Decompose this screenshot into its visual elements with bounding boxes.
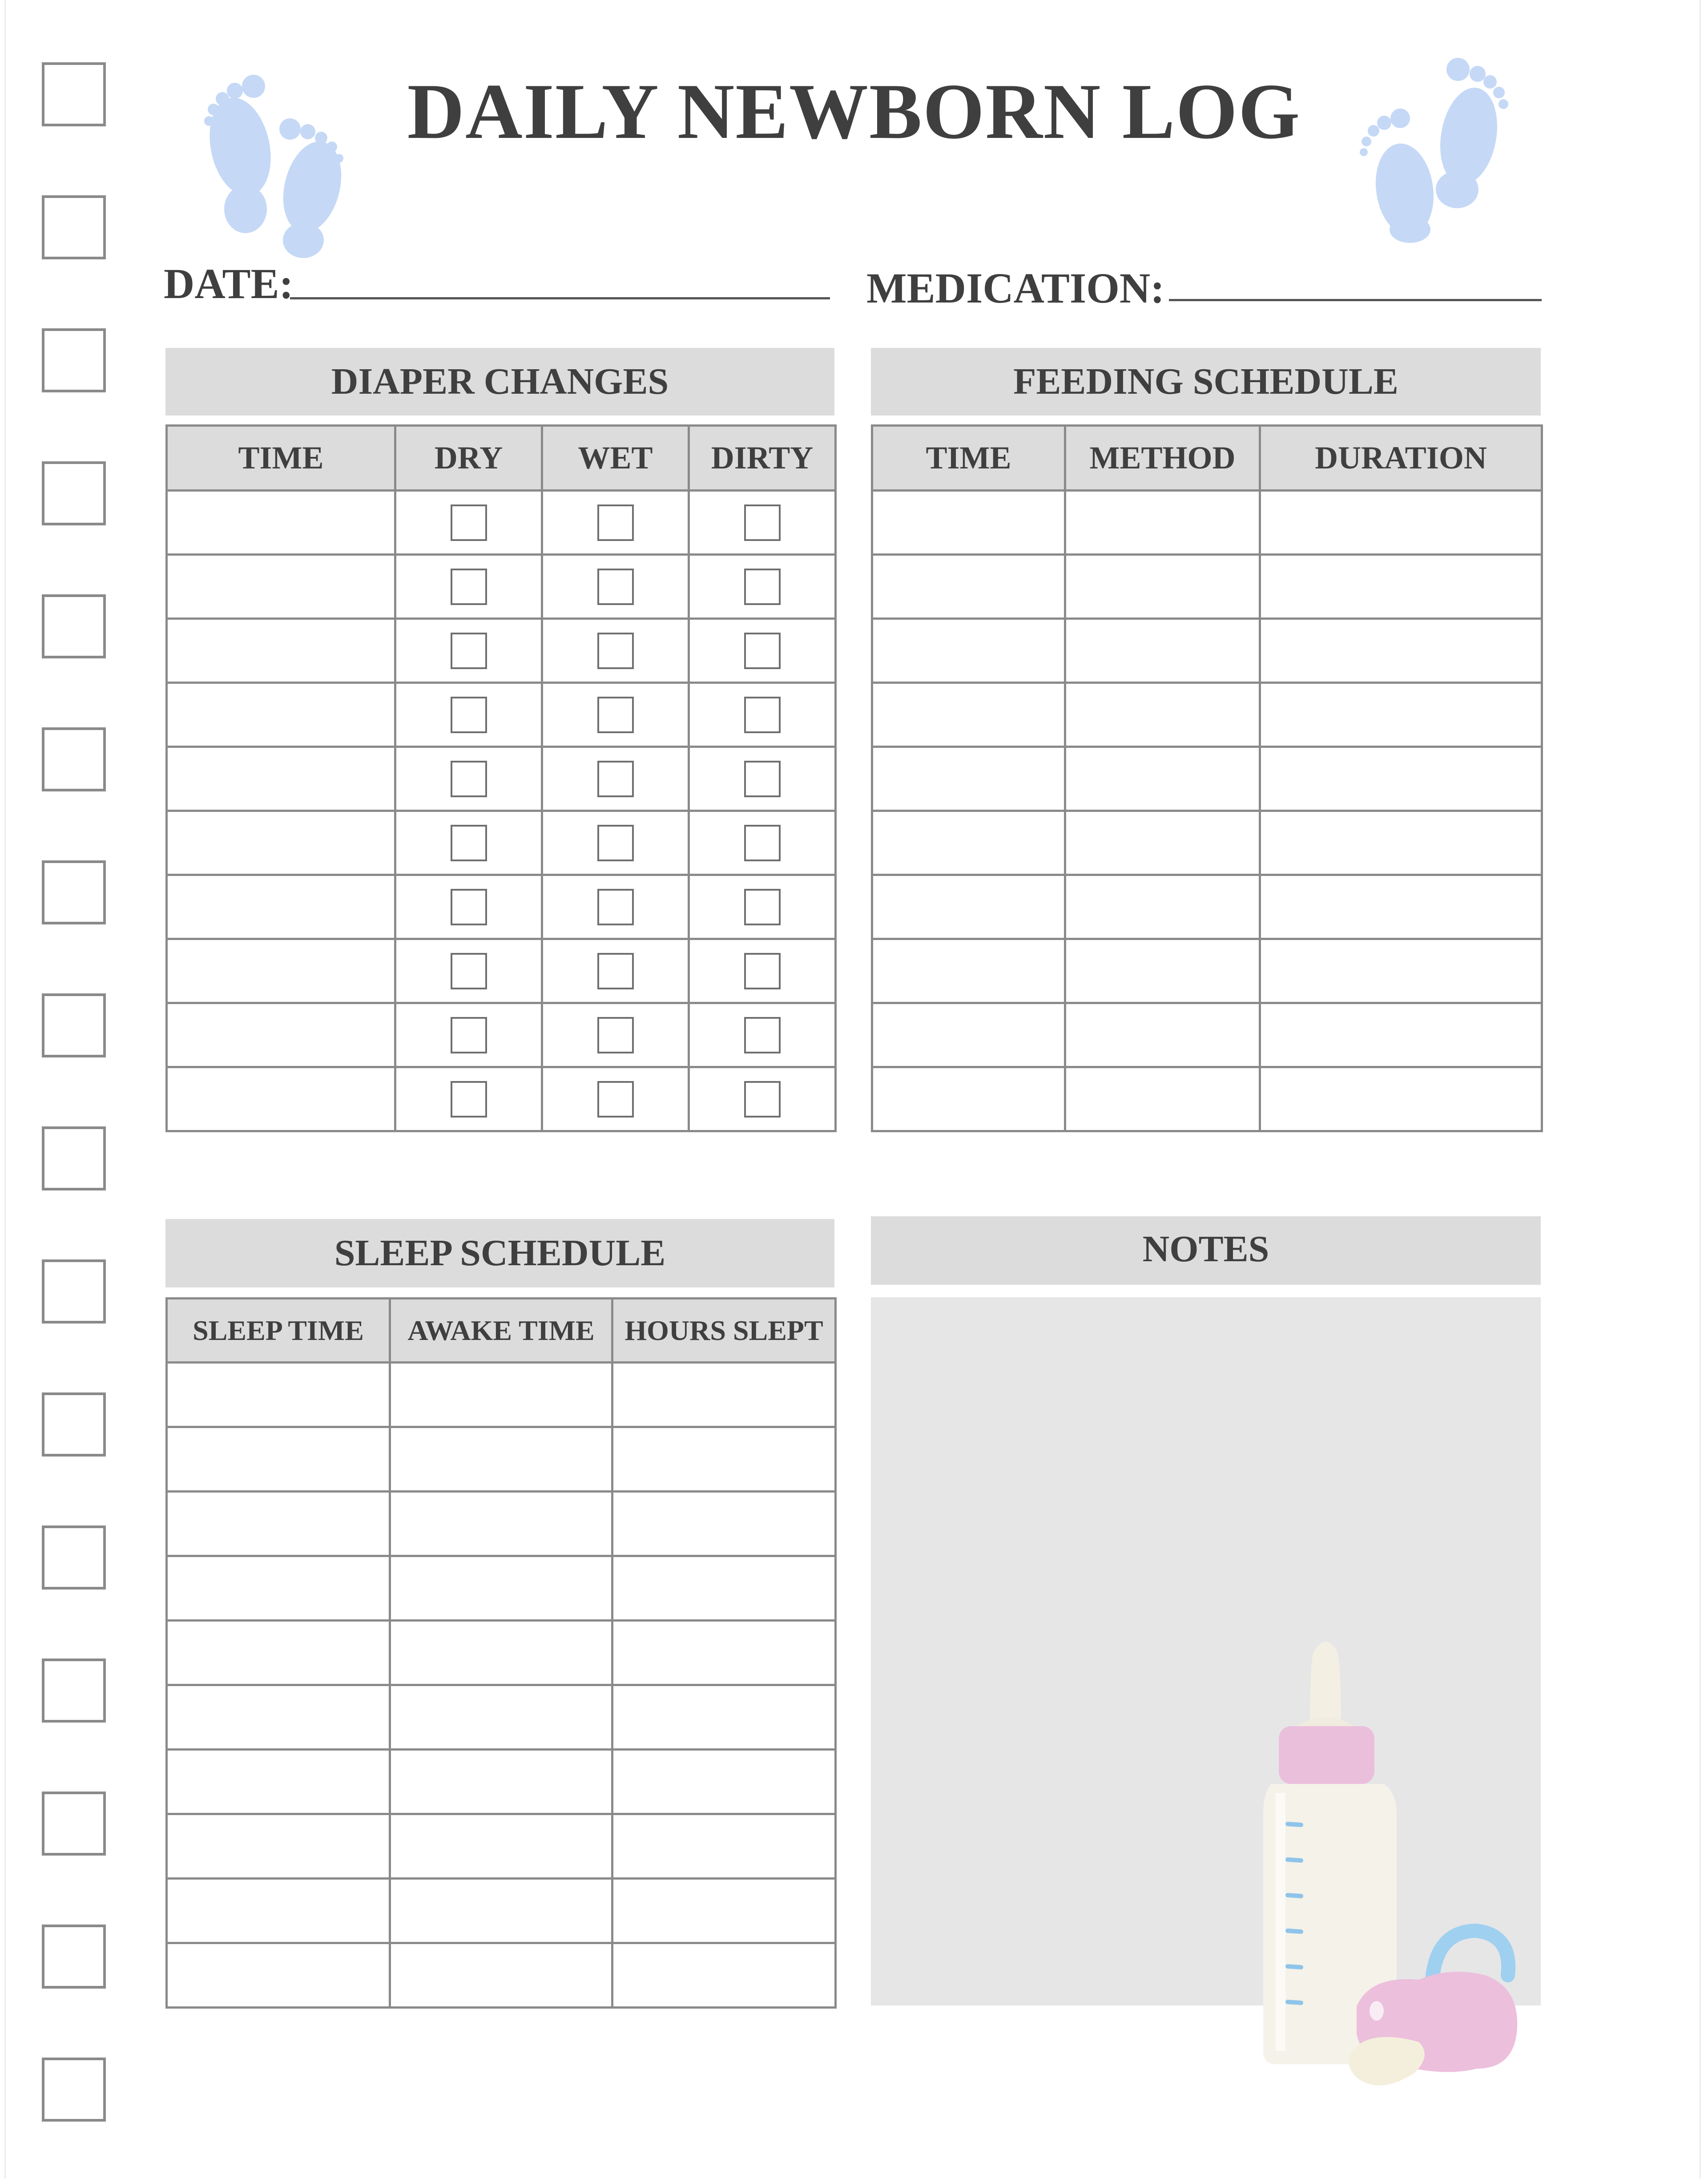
table-cell[interactable] — [167, 1067, 395, 1131]
side-tab-checkbox[interactable] — [42, 860, 106, 924]
table-cell — [689, 491, 836, 555]
table-cell[interactable] — [612, 1427, 836, 1492]
table-cell — [395, 1003, 542, 1067]
table-cell[interactable] — [167, 1943, 390, 2008]
column-header-time: TIME — [167, 426, 395, 491]
checkbox[interactable] — [597, 569, 634, 605]
diaper-changes-table — [165, 424, 837, 1132]
sleep-schedule-table — [165, 1297, 837, 2009]
table-cell — [395, 555, 542, 619]
table-cell[interactable] — [1065, 1003, 1260, 1067]
table-cell — [542, 747, 689, 811]
table-cell[interactable] — [612, 1943, 836, 2008]
table-cell[interactable] — [1260, 747, 1542, 811]
table-row — [872, 683, 1542, 747]
side-tab-checkbox[interactable] — [42, 594, 106, 658]
checkbox[interactable] — [451, 761, 487, 797]
table-row — [872, 747, 1542, 811]
table-cell[interactable] — [390, 1363, 612, 1427]
table-cell[interactable] — [390, 1879, 612, 1943]
table-cell[interactable] — [390, 1492, 612, 1556]
table-row — [167, 939, 836, 1003]
table-cell — [689, 939, 836, 1003]
table-row — [872, 491, 1542, 555]
checkbox[interactable] — [744, 825, 781, 861]
table-cell[interactable] — [1260, 1067, 1542, 1131]
table-cell — [395, 491, 542, 555]
table-cell[interactable] — [1260, 555, 1542, 619]
table-row — [167, 1621, 836, 1685]
checkbox[interactable] — [451, 697, 487, 733]
side-tab-checkbox[interactable] — [42, 2058, 106, 2122]
side-tab-checkbox[interactable] — [42, 461, 106, 525]
table-row — [872, 555, 1542, 619]
checkbox[interactable] — [744, 697, 781, 733]
table-cell[interactable] — [1260, 619, 1542, 683]
checkbox[interactable] — [451, 953, 487, 989]
table-cell[interactable] — [167, 1556, 390, 1621]
table-cell[interactable] — [872, 491, 1065, 555]
page-title: DAILY NEWBORN LOG — [407, 67, 1301, 155]
table-row — [872, 811, 1542, 875]
table-cell — [395, 1067, 542, 1131]
table-row — [167, 555, 836, 619]
table-cell[interactable] — [612, 1363, 836, 1427]
table-cell — [689, 875, 836, 939]
table-cell — [542, 875, 689, 939]
table-cell[interactable] — [390, 1556, 612, 1621]
table-row — [167, 747, 836, 811]
table-cell[interactable] — [167, 747, 395, 811]
table-cell[interactable] — [1065, 555, 1260, 619]
table-cell — [395, 811, 542, 875]
table-cell[interactable] — [390, 1814, 612, 1879]
table-cell[interactable] — [167, 811, 395, 875]
column-header-method: METHOD — [1065, 426, 1260, 491]
checkbox[interactable] — [597, 825, 634, 861]
feeding-schedule-heading: FEEDING SCHEDULE — [871, 348, 1541, 416]
sleep-schedule-heading: SLEEP SCHEDULE — [165, 1219, 834, 1287]
side-tab-checkbox[interactable] — [42, 1658, 106, 1723]
checkbox[interactable] — [597, 633, 634, 669]
table-cell — [542, 555, 689, 619]
table-row — [872, 1067, 1542, 1131]
diaper-changes-heading: DIAPER CHANGES — [165, 348, 834, 416]
table-cell[interactable] — [390, 1750, 612, 1814]
table-cell[interactable] — [872, 619, 1065, 683]
table-cell — [395, 747, 542, 811]
checkbox[interactable] — [597, 1017, 634, 1053]
table-cell — [689, 747, 836, 811]
table-cell — [689, 683, 836, 747]
date-label: DATE: — [164, 260, 294, 307]
table-cell[interactable] — [167, 939, 395, 1003]
checkbox[interactable] — [744, 633, 781, 669]
feeding-schedule-table — [871, 424, 1543, 1132]
table-row — [167, 1492, 836, 1556]
table-cell — [395, 683, 542, 747]
table-cell[interactable] — [167, 555, 395, 619]
column-header-duration: DURATION — [1260, 426, 1542, 491]
table-cell[interactable] — [872, 747, 1065, 811]
checkbox[interactable] — [451, 504, 487, 541]
column-header-dry: DRY — [395, 426, 542, 491]
table-cell[interactable] — [167, 1427, 390, 1492]
table-cell[interactable] — [1260, 1003, 1542, 1067]
table-row — [167, 1556, 836, 1621]
checkbox[interactable] — [744, 504, 781, 541]
table-cell[interactable] — [612, 1750, 836, 1814]
table-cell — [542, 619, 689, 683]
table-cell[interactable] — [612, 1685, 836, 1750]
medication-label: MEDICATION: — [866, 264, 1165, 312]
table-cell[interactable] — [872, 875, 1065, 939]
table-row — [167, 1685, 836, 1750]
table-cell — [689, 1003, 836, 1067]
table-cell — [395, 875, 542, 939]
table-cell[interactable] — [1260, 683, 1542, 747]
table-cell[interactable] — [390, 1621, 612, 1685]
table-row — [167, 683, 836, 747]
column-header-dirty: DIRTY — [689, 426, 836, 491]
checkbox[interactable] — [597, 953, 634, 989]
table-cell[interactable] — [612, 1492, 836, 1556]
table-cell — [542, 1067, 689, 1131]
table-cell[interactable] — [1065, 811, 1260, 875]
side-tab-checkbox[interactable] — [42, 1792, 106, 1856]
table-cell — [542, 939, 689, 1003]
pacifier-icon — [1343, 1922, 1530, 2100]
medication-field[interactable] — [1169, 299, 1542, 301]
table-cell[interactable] — [390, 1943, 612, 2008]
table-row — [167, 1814, 836, 1879]
side-tab-checkbox[interactable] — [42, 727, 106, 791]
column-header-hours-slept: HOURS SLEPT — [612, 1299, 836, 1363]
column-header-time: TIME — [872, 426, 1065, 491]
table-cell — [689, 811, 836, 875]
checkbox[interactable] — [597, 889, 634, 925]
table-cell[interactable] — [1065, 491, 1260, 555]
checkbox[interactable] — [744, 889, 781, 925]
checkbox[interactable] — [597, 1081, 634, 1118]
table-cell[interactable] — [167, 683, 395, 747]
table-cell[interactable] — [872, 1003, 1065, 1067]
table-cell[interactable] — [167, 1492, 390, 1556]
table-row — [167, 811, 836, 875]
table-cell[interactable] — [167, 1750, 390, 1814]
column-header-awake-time: AWAKE TIME — [390, 1299, 612, 1363]
side-tab-checkbox[interactable] — [42, 62, 106, 126]
side-tab-checkbox[interactable] — [42, 195, 106, 259]
table-cell[interactable] — [390, 1685, 612, 1750]
table-cell[interactable] — [872, 555, 1065, 619]
checkbox[interactable] — [451, 633, 487, 669]
table-cell — [542, 683, 689, 747]
table-cell[interactable] — [872, 683, 1065, 747]
table-cell[interactable] — [872, 939, 1065, 1003]
checkbox[interactable] — [597, 761, 634, 797]
column-header-wet: WET — [542, 426, 689, 491]
table-row — [167, 1750, 836, 1814]
table-row — [872, 939, 1542, 1003]
table-cell[interactable] — [167, 619, 395, 683]
table-cell[interactable] — [167, 1879, 390, 1943]
table-cell[interactable] — [1065, 683, 1260, 747]
table-cell[interactable] — [390, 1427, 612, 1492]
table-cell[interactable] — [1065, 875, 1260, 939]
table-cell[interactable] — [1260, 811, 1542, 875]
checkbox[interactable] — [451, 889, 487, 925]
table-row — [167, 875, 836, 939]
table-cell — [395, 939, 542, 1003]
notes-heading: NOTES — [871, 1216, 1541, 1285]
table-cell[interactable] — [167, 1621, 390, 1685]
checkbox[interactable] — [451, 1017, 487, 1053]
table-cell[interactable] — [167, 1363, 390, 1427]
table-row — [167, 1879, 836, 1943]
checkbox[interactable] — [451, 825, 487, 861]
table-cell[interactable] — [872, 811, 1065, 875]
table-cell[interactable] — [1065, 747, 1260, 811]
table-cell[interactable] — [1260, 939, 1542, 1003]
table-cell[interactable] — [167, 1003, 395, 1067]
table-cell[interactable] — [167, 491, 395, 555]
table-cell[interactable] — [1260, 875, 1542, 939]
side-tab-checkbox[interactable] — [42, 1392, 106, 1457]
table-cell[interactable] — [167, 1814, 390, 1879]
side-tab-checkbox[interactable] — [42, 1126, 106, 1190]
checkbox[interactable] — [744, 1017, 781, 1053]
table-row — [167, 619, 836, 683]
table-cell[interactable] — [612, 1621, 836, 1685]
table-cell[interactable] — [1260, 491, 1542, 555]
table-cell — [542, 811, 689, 875]
table-cell — [689, 1067, 836, 1131]
table-cell[interactable] — [1065, 939, 1260, 1003]
table-cell — [689, 619, 836, 683]
side-tab-checkbox[interactable] — [42, 1925, 106, 1989]
table-cell[interactable] — [612, 1814, 836, 1879]
table-cell[interactable] — [872, 1067, 1065, 1131]
table-row — [167, 491, 836, 555]
table-cell — [395, 619, 542, 683]
table-cell — [542, 491, 689, 555]
table-cell[interactable] — [612, 1556, 836, 1621]
checkbox[interactable] — [744, 761, 781, 797]
table-row — [167, 1363, 836, 1427]
table-row — [872, 619, 1542, 683]
date-field[interactable] — [290, 297, 830, 299]
table-cell[interactable] — [167, 1685, 390, 1750]
checkbox[interactable] — [597, 504, 634, 541]
table-cell — [542, 1003, 689, 1067]
checkbox[interactable] — [744, 953, 781, 989]
checkbox[interactable] — [451, 569, 487, 605]
table-row — [167, 1943, 836, 2008]
table-row — [167, 1427, 836, 1492]
checkbox[interactable] — [451, 1081, 487, 1118]
side-tab-checkbox[interactable] — [42, 328, 106, 392]
checkbox[interactable] — [744, 569, 781, 605]
column-header-sleep-time: SLEEP TIME — [167, 1299, 390, 1363]
table-row — [872, 1003, 1542, 1067]
side-tab-checkbox[interactable] — [42, 1525, 106, 1590]
table-cell[interactable] — [167, 875, 395, 939]
table-row — [167, 1067, 836, 1131]
table-cell[interactable] — [1065, 1067, 1260, 1131]
table-cell[interactable] — [612, 1879, 836, 1943]
table-cell[interactable] — [1065, 619, 1260, 683]
checkbox[interactable] — [744, 1081, 781, 1118]
table-cell — [689, 555, 836, 619]
table-row — [167, 1003, 836, 1067]
side-tab-checkbox[interactable] — [42, 1259, 106, 1324]
checkbox[interactable] — [597, 697, 634, 733]
table-row — [872, 875, 1542, 939]
side-tab-checkbox[interactable] — [42, 993, 106, 1057]
